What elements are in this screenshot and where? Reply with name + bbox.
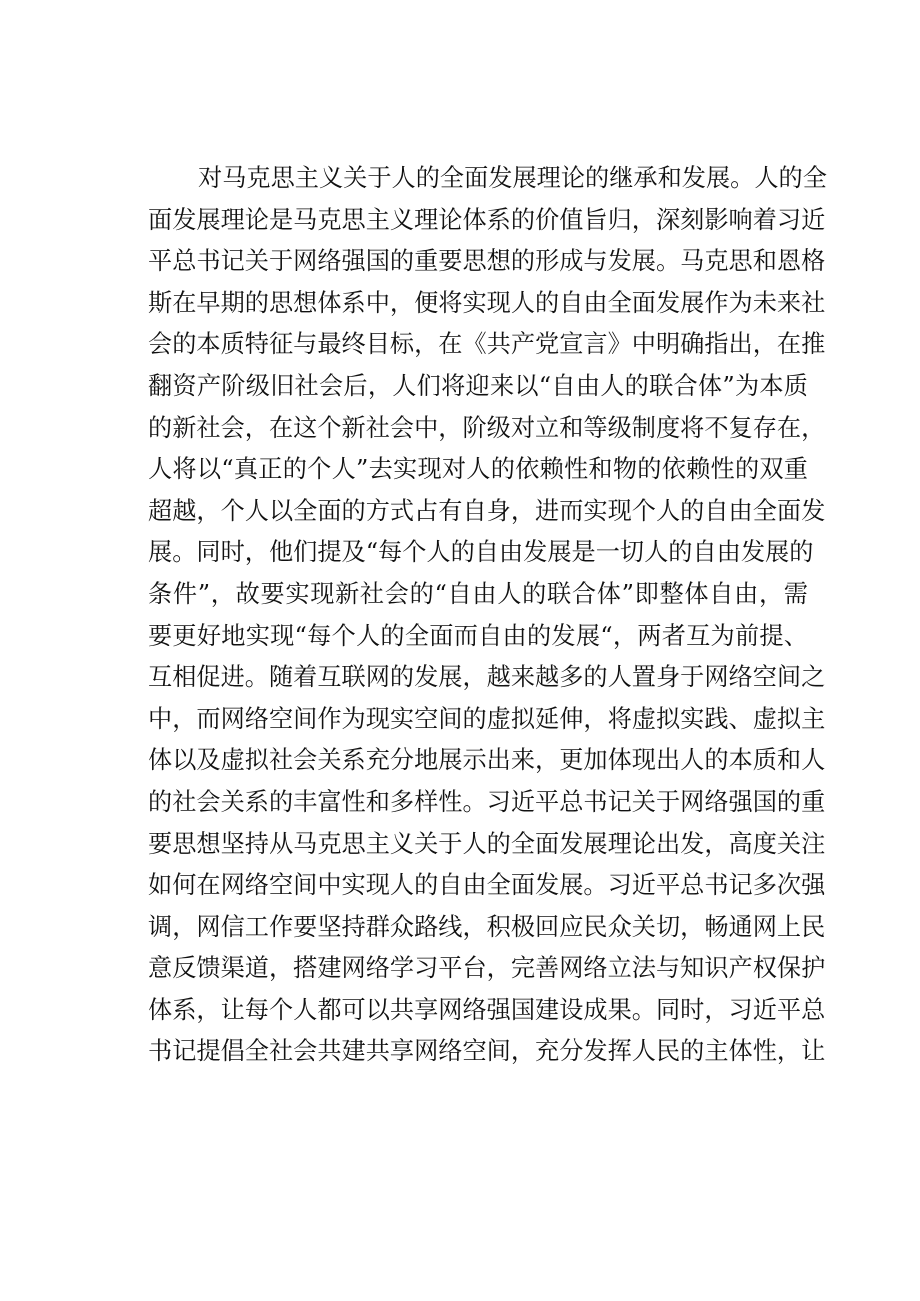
paragraph-line: 超越，个人以全面的方式占有自身，进而实现个人的自由全面发: [148, 496, 826, 525]
paragraph-line: 如何在网络空间中实现人的自由全面发展。习近平总书记多次强: [148, 871, 826, 900]
paragraph-line: 面发展理论是马克思主义理论体系的价值旨归，深刻影响着习近: [148, 205, 826, 234]
paragraph-line: 体系，让每个人都可以共享网络强国建设成果。同时，习近平总: [148, 995, 826, 1024]
paragraph-line: 体以及虚拟社会关系充分地展示出来，更加体现出人的本质和人: [148, 746, 826, 775]
paragraph-line: 条件”，故要实现新社会的“自由人的联合体”即整体自由，需: [148, 579, 808, 608]
paragraph-line: 的社会关系的丰富性和多样性。习近平总书记关于网络强国的重: [148, 787, 826, 816]
paragraph-line: 要更好地实现“每个人的全面而自由的发展“，两者互为前提、: [148, 621, 808, 650]
paragraph-line: 斯在早期的思想体系中，便将实现人的自由全面发展作为未来社: [148, 288, 826, 317]
paragraph-line: 调，网信工作要坚持群众路线，积极回应民众关切，畅通网上民: [148, 912, 826, 941]
paragraph-line: 展。同时，他们提及“每个人的自由发展是一切人的自由发展的: [148, 538, 814, 567]
paragraph-line: 书记提倡全社会共建共享网络空间，充分发挥人民的主体性，让: [148, 1037, 826, 1066]
paragraph-line: 对马克思主义关于人的全面发展理论的继承和发展。人的全: [198, 164, 827, 192]
body-paragraph: [148, 158, 827, 1073]
paragraph-line: 中，而网络空间作为现实空间的虚拟延伸，将虚拟实践、虚拟主: [148, 704, 826, 733]
paragraph-line: 要思想坚持从马克思主义关于人的全面发展理论出发，高度关注: [148, 829, 826, 858]
paragraph-line: 人将以“真正的个人”去实现对人的依赖性和物的依赖性的双重: [148, 455, 808, 484]
paragraph-line: 平总书记关于网络强国的重要思想的形成与发展。马克思和恩格: [148, 247, 826, 276]
paragraph-line: 会的本质特征与最终目标，在《共产党宣言》中明确指出，在推: [148, 330, 826, 359]
paragraph-line: 的新社会，在这个新社会中，阶级对立和等级制度将不复存在，: [148, 413, 826, 442]
paragraph-line: 翻资产阶级旧社会后，人们将迎来以“自由人的联合体”为本质: [148, 371, 808, 400]
paragraph-line: 意反馈渠道，搭建网络学习平台，完善网络立法与知识产权保护: [148, 954, 826, 983]
paragraph-line: 互相促进。随着互联网的发展，越来越多的人置身于网络空间之: [148, 663, 826, 692]
